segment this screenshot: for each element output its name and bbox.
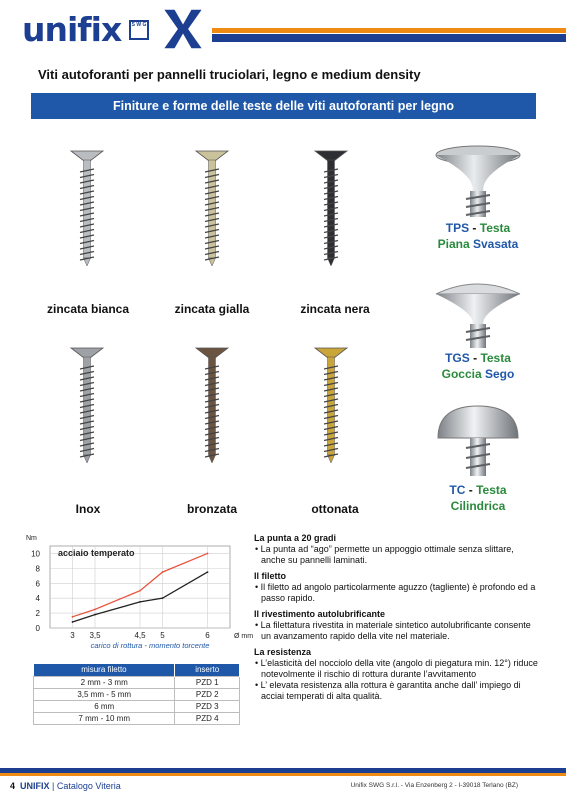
feature-bullet: • Il filetto ad angolo particolarmente aguzzo (tagliente) è profondo ed a passo rapido. xyxy=(255,582,536,603)
table-cell: 3,5 mm - 5 mm xyxy=(34,688,175,700)
footer-catalog xyxy=(10,781,121,791)
footer-orange-bar xyxy=(0,773,566,776)
torque-chart-svg xyxy=(22,532,258,650)
feature-heading: Il filetto xyxy=(254,571,286,581)
data-point xyxy=(207,571,209,573)
table-cell: PZD 3 xyxy=(175,700,240,712)
x-tick-label: 4,5 xyxy=(134,631,146,640)
x-tick-label: 3,5 xyxy=(89,631,101,640)
footer-brand: UNIFIX xyxy=(20,781,50,791)
footer-catalog-name: Catalogo Viteria xyxy=(56,781,121,791)
table-row xyxy=(34,700,240,712)
screw-image xyxy=(311,147,351,267)
torque-chart xyxy=(22,532,258,650)
screw-image xyxy=(311,344,351,464)
screw-image xyxy=(192,344,232,464)
screw-image xyxy=(67,344,107,464)
feature-bullet: • L’ elevata resistenza alla rottura è garantita anche dall’ impiego di acciai temperati di alta qualità. xyxy=(255,680,521,701)
pan-head-icon xyxy=(432,402,524,476)
head-label-tc: TC - Testa Cilindrica xyxy=(449,483,507,513)
raised-countersunk-head-icon xyxy=(432,276,524,348)
data-point xyxy=(72,616,74,618)
feature-bullet: • La punta ad “ago” permette un appoggio ottimale senza slittare, anche su pannelli laminati. xyxy=(255,544,514,565)
x-axis-label: carico di rottura - momento torcente xyxy=(90,641,210,650)
finish-label: bronzata xyxy=(186,502,237,516)
head-label-tps: TPS - Testa Piana Svasata xyxy=(437,221,519,251)
table-cell: 2 mm - 3 mm xyxy=(34,676,175,688)
y-tick-label: 8 xyxy=(35,564,40,574)
data-point xyxy=(207,553,209,555)
thread-insert-table xyxy=(33,664,240,725)
data-point xyxy=(94,614,96,616)
column-header: misura filetto xyxy=(34,664,175,676)
chart-title: acciaio temperato xyxy=(58,548,135,558)
footer-address: Unifix SWG S.r.l. - Via Enzenberg 2 - I-39018 Terlano (BZ) xyxy=(350,782,518,789)
data-point xyxy=(72,621,74,623)
head-label-tgs: TGS - Testa Goccia Sego xyxy=(441,351,515,381)
header-orange-bar xyxy=(212,28,566,33)
table-cell: 7 mm - 10 mm xyxy=(34,712,175,724)
table-cell: PZD 2 xyxy=(175,688,240,700)
page-title: Viti autoforanti per pannelli truciolari, legno e medium density xyxy=(38,67,421,82)
header-blue-bar xyxy=(212,34,566,42)
screw-image xyxy=(67,147,107,267)
data-point xyxy=(162,597,164,599)
table-row xyxy=(34,712,240,724)
flat-countersunk-head-icon xyxy=(432,143,524,217)
x-axis-unit: Ø mm xyxy=(234,633,254,640)
finish-label: ottonata xyxy=(311,502,359,516)
feature-bullet: • L’elasticità del nocciolo della vite (angolo di piegatura min. 12°) riduce notevolmente il rischio di rottura durante l’avvitamento xyxy=(255,658,538,679)
y-tick-label: 2 xyxy=(35,609,40,619)
finish-label: zincata nera xyxy=(300,302,370,316)
table-cell: PZD 1 xyxy=(175,676,240,688)
footer-separator: | xyxy=(49,781,57,791)
table-row xyxy=(34,688,240,700)
x-logo-icon xyxy=(160,6,206,52)
x-tick-label: 5 xyxy=(160,631,165,640)
section-title: Finiture e forme delle teste delle viti autoforanti per legno xyxy=(31,93,536,119)
y-axis-label: Nm xyxy=(26,535,37,542)
feature-bullet: • La filettatura rivestita in materiale sintetico autolubrificante consente un avanzamento rapido della vite nel materiale. xyxy=(255,620,531,641)
page-header xyxy=(0,0,566,58)
table-cell: PZD 4 xyxy=(175,712,240,724)
data-point xyxy=(139,601,141,603)
y-tick-label: 0 xyxy=(35,624,40,633)
unifix-logo: unifix xyxy=(22,10,122,49)
table-cell: 6 mm xyxy=(34,700,175,712)
table-row xyxy=(34,676,240,688)
x-tick-label: 6 xyxy=(205,631,210,640)
y-tick-label: 6 xyxy=(35,579,40,589)
finish-label: zincata bianca xyxy=(46,302,130,316)
feature-heading: Il rivestimento autolubrificante xyxy=(254,609,386,619)
page-number: 4 xyxy=(10,781,16,791)
table-header-row xyxy=(34,664,240,676)
screw-image xyxy=(192,147,232,267)
finish-label: zincata gialla xyxy=(174,302,250,316)
swg-badge: S W G xyxy=(129,20,149,40)
feature-heading: La punta a 20 gradi xyxy=(254,533,337,543)
data-point xyxy=(94,608,96,610)
column-header: inserto xyxy=(175,664,240,676)
feature-description xyxy=(254,533,538,702)
y-tick-label: 10 xyxy=(31,549,40,559)
finish-label: Inox xyxy=(75,502,101,516)
data-point xyxy=(139,590,141,592)
data-point xyxy=(162,571,164,573)
feature-heading: La resistenza xyxy=(254,647,312,657)
y-tick-label: 4 xyxy=(35,594,40,604)
x-tick-label: 3 xyxy=(70,631,75,640)
